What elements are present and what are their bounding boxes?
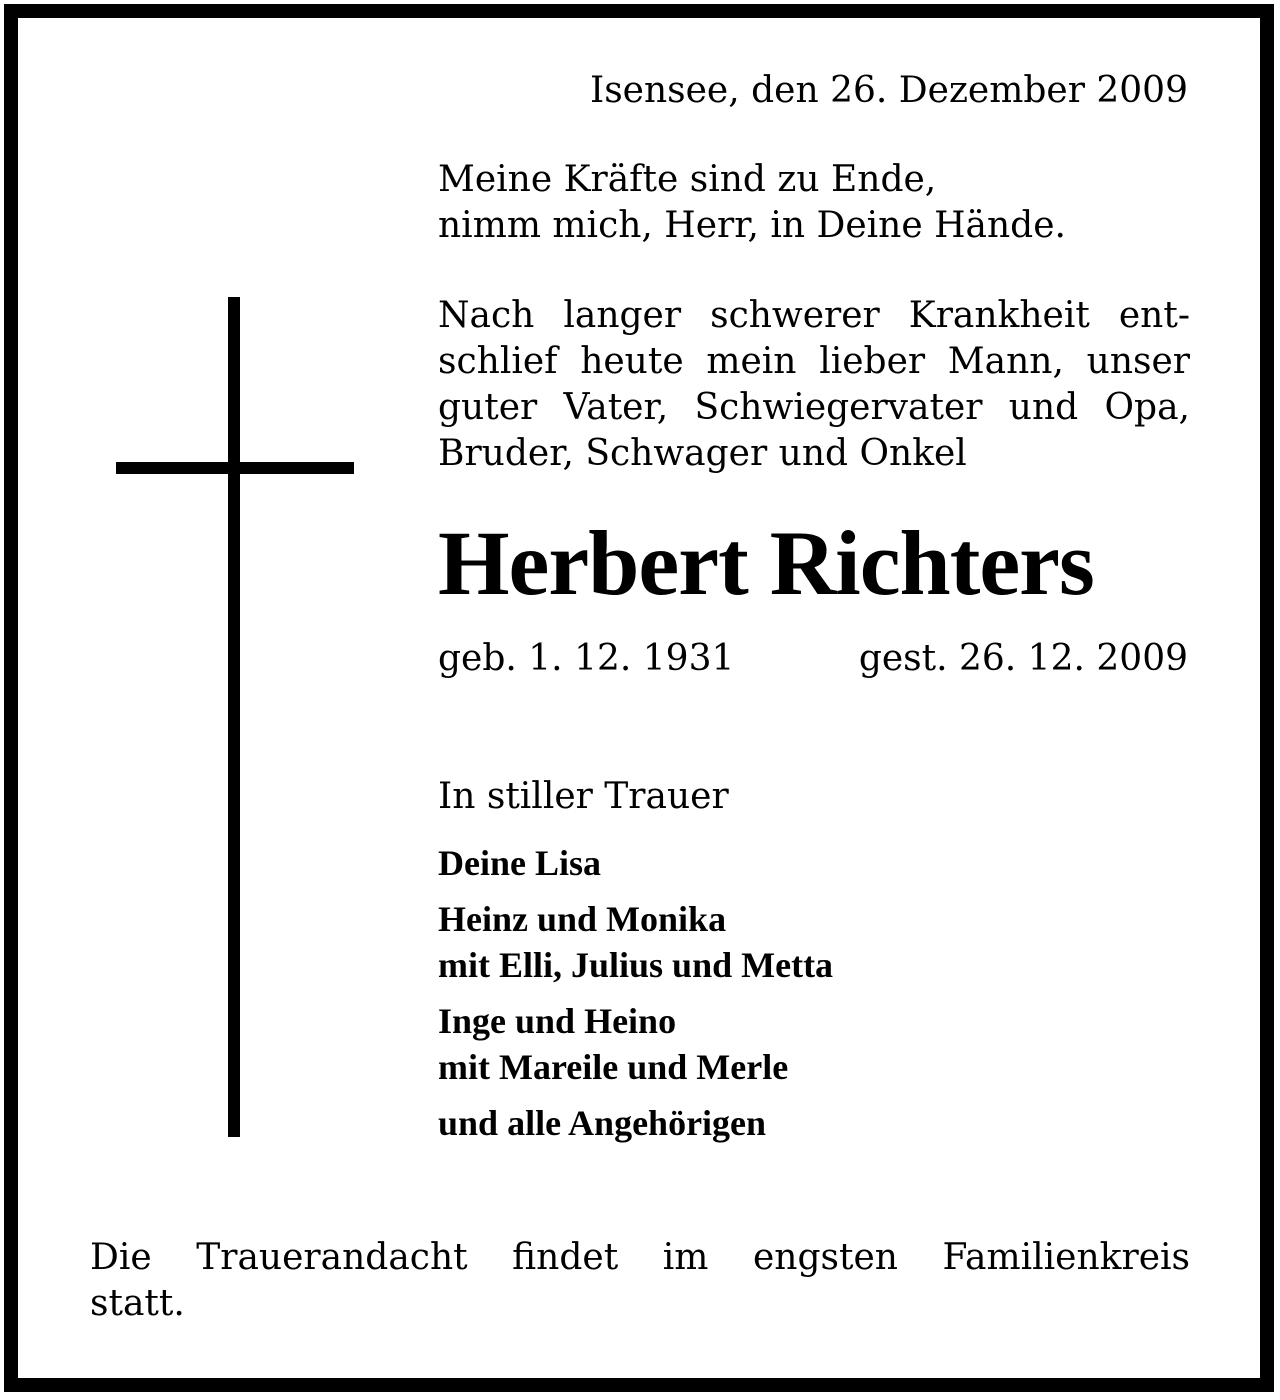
death-date: gest. 26. 12. 2009 [858, 638, 1188, 679]
cross-horizontal-bar [116, 462, 354, 474]
mourning-label: In stiller Trauer [438, 776, 729, 817]
mourner-line: und alle Angehörigen [438, 1103, 767, 1143]
mourner-line: Deine Lisa [438, 843, 602, 883]
date-line: Isensee, den 26. Dezember 2009 [589, 70, 1188, 111]
mourner-line: Inge und Heino [438, 1001, 677, 1041]
deceased-name: Herbert Richters [438, 512, 1094, 614]
intro-line: Bruder, Schwager und Onkel [438, 433, 967, 474]
verse-line: Meine Kräfte sind zu Ende, [438, 159, 937, 200]
mourner-group [438, 840, 601, 886]
service-note [90, 1235, 1190, 1327]
verse [438, 157, 1190, 249]
intro-line: guter Vater, Schwiegervater und Opa, [438, 387, 1190, 428]
intro-line: schlief heute mein lieber Mann, unser [438, 341, 1190, 382]
intro-text [438, 293, 1190, 477]
service-note-line: statt. [90, 1283, 185, 1324]
mourner-line: mit Mareile und Merle [438, 1047, 789, 1087]
mourner-group [438, 896, 833, 988]
mourner-group [438, 998, 788, 1090]
intro-line: Nach langer schwerer Krankheit ent- [438, 295, 1190, 336]
service-note-line: Die Trauerandacht findet im engsten Familienkreis [90, 1237, 1190, 1278]
mourner-line: mit Elli, Julius und Metta [438, 945, 834, 985]
verse-line: nimm mich, Herr, in Deine Hände. [438, 205, 1066, 246]
mourner-line: Heinz und Monika [438, 899, 727, 939]
birth-date: geb. 1. 12. 1931 [438, 638, 735, 679]
cross-vertical-bar [228, 297, 240, 1137]
mourner-group [438, 1100, 766, 1146]
